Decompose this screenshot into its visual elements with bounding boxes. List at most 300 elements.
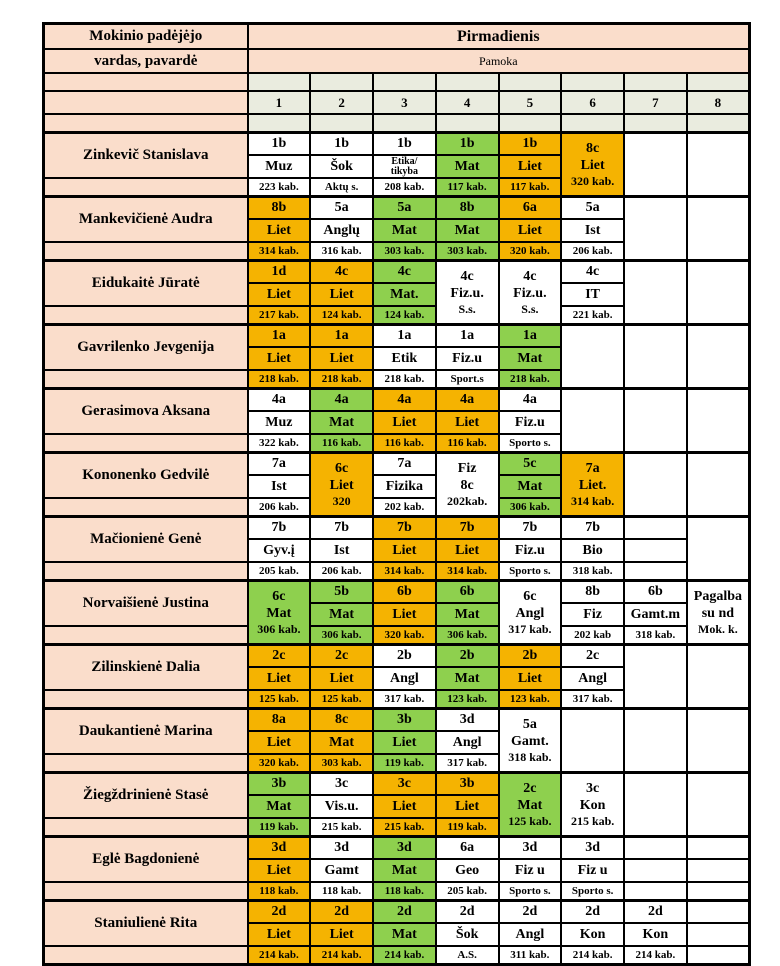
merged-line: 6c [272, 589, 286, 604]
subject-cell: Angl [436, 731, 499, 754]
merged-line: S.s. [521, 302, 539, 316]
filler-cell [499, 73, 562, 91]
teacher-name: Zinkevič Stanislava [44, 133, 248, 179]
room-cell: 322 kab. [248, 434, 311, 453]
row-label-spacer [44, 178, 248, 197]
class-cell: 6b [624, 581, 687, 604]
merged-line: Mok. k. [698, 622, 738, 636]
room-cell: 205 kab. [436, 882, 499, 901]
room-cell: 318 kab. [624, 626, 687, 645]
room-cell: 314 kab. [436, 562, 499, 581]
empty-cell [624, 133, 687, 197]
merged-line: 320 kab. [570, 174, 615, 188]
left-header-subtitle: vardas, pavardė [44, 49, 248, 73]
merged-line: Kon [579, 798, 606, 813]
teacher-name: Mačionienė Genė [44, 517, 248, 563]
subject-cell: Fiz.u [499, 539, 562, 562]
subject-cell: Šok [436, 923, 499, 946]
subject-cell: Fiz u [499, 859, 562, 882]
class-cell: 1a [499, 325, 562, 348]
room-cell: Sport.s [436, 370, 499, 389]
room-cell: 202 kab. [373, 498, 436, 517]
merged-lesson-cell [499, 709, 562, 773]
class-cell: 7a [248, 453, 311, 476]
class-cell: 2d [624, 901, 687, 924]
class-cell: 2d [373, 901, 436, 924]
class-cell: 7b [499, 517, 562, 540]
merged-line: Liet. [578, 478, 607, 493]
subject-cell: Liet [248, 923, 311, 946]
class-cell: 6a [436, 837, 499, 860]
subject-cell: Liet [310, 283, 373, 306]
filler-cell [248, 114, 311, 133]
room-cell: 303 kab. [436, 242, 499, 261]
subject-cell: Liet [310, 923, 373, 946]
empty-cell [624, 261, 687, 325]
room-cell: 123 kab. [499, 690, 562, 709]
class-cell: 3d [561, 837, 624, 860]
teacher-name: Eidukaitė Jūratė [44, 261, 248, 307]
empty-cell [624, 562, 687, 581]
merged-lesson-cell [436, 261, 499, 325]
merged-lesson-cell [687, 581, 750, 645]
merged-line: 8c [460, 478, 474, 493]
subject-cell: Liet [499, 219, 562, 242]
empty-cell [624, 517, 687, 540]
room-cell: 218 kab. [499, 370, 562, 389]
class-cell: 7b [310, 517, 373, 540]
room-cell: Sporto s. [499, 562, 562, 581]
room-cell: 218 kab. [310, 370, 373, 389]
merged-lesson-cell [499, 261, 562, 325]
class-cell: 2d [248, 901, 311, 924]
merged-line: 320 [332, 494, 351, 508]
merged-line: Fiz.u. [450, 286, 484, 301]
subject-cell: Mat. [373, 283, 436, 306]
class-cell: 3b [373, 709, 436, 732]
empty-cell [624, 453, 687, 517]
teacher-row [44, 837, 750, 860]
class-cell: 7b [436, 517, 499, 540]
period-header-5: 5 [499, 91, 562, 114]
room-cell: 320 kab. [248, 754, 311, 773]
class-cell: 6a [499, 197, 562, 220]
subject-cell: Gyv.į [248, 539, 311, 562]
room-cell: 118 kab. [310, 882, 373, 901]
subject-cell: Liet [373, 539, 436, 562]
subject-cell: Muz [248, 411, 311, 434]
room-cell: 317 kab. [373, 690, 436, 709]
empty-cell [624, 882, 687, 901]
teacher-row [44, 709, 750, 732]
room-cell: 223 kab. [248, 178, 311, 197]
class-cell: 2d [310, 901, 373, 924]
class-cell: 2c [310, 645, 373, 668]
empty-cell [624, 325, 687, 389]
subject-cell: Liet [499, 155, 562, 178]
subject-cell: Mat [373, 859, 436, 882]
row-label-spacer [44, 370, 248, 389]
empty-cell [561, 389, 624, 453]
room-cell: 206 kab. [310, 562, 373, 581]
subject-cell: Mat [436, 603, 499, 626]
filler-cell [310, 73, 373, 91]
period-header-7: 7 [624, 91, 687, 114]
room-cell: 214 kab. [373, 946, 436, 965]
teacher-row [44, 901, 750, 924]
teacher-name: Mankevičienė Audra [44, 197, 248, 243]
room-cell: 116 kab. [310, 434, 373, 453]
merged-lesson-cell [248, 581, 311, 645]
merged-line: Fiz [457, 461, 477, 476]
room-cell: 206 kab. [561, 242, 624, 261]
empty-cell [624, 709, 687, 773]
subject-cell: Angl [373, 667, 436, 690]
subject-cell: Liet [436, 411, 499, 434]
teacher-row [44, 626, 750, 645]
room-cell: 318 kab. [561, 562, 624, 581]
filler-cell [561, 114, 624, 133]
teacher-row [44, 325, 750, 348]
teacher-row [44, 946, 750, 965]
empty-cell [687, 517, 750, 581]
merged-lesson-cell [561, 453, 624, 517]
period-header-4: 4 [436, 91, 499, 114]
empty-cell [687, 773, 750, 837]
empty-cell [687, 325, 750, 389]
merged-lesson-cell [561, 133, 624, 197]
filler-cell [687, 73, 750, 91]
subject-cell: Liet [373, 795, 436, 818]
teacher-row [44, 882, 750, 901]
room-cell: 306 kab. [436, 626, 499, 645]
class-cell: 8b [561, 581, 624, 604]
empty-cell [687, 946, 750, 965]
periods-row [44, 91, 750, 114]
room-cell: 316 kab. [310, 242, 373, 261]
room-cell: 202 kab [561, 626, 624, 645]
subject-cell: Fizika [373, 475, 436, 498]
class-cell: 7b [561, 517, 624, 540]
empty-cell [687, 709, 750, 773]
teacher-name: Gavrilenko Jevgenija [44, 325, 248, 371]
subject-cell: Gamt.m [624, 603, 687, 626]
row-label-spacer [44, 306, 248, 325]
empty-cell [687, 923, 750, 946]
room-cell: 218 kab. [373, 370, 436, 389]
subject-cell: Anglų [310, 219, 373, 242]
room-cell: 214 kab. [248, 946, 311, 965]
subject-cell: Liet [310, 667, 373, 690]
subject-cell: Mat [436, 667, 499, 690]
empty-cell [561, 709, 624, 773]
subject-cell: IT [561, 283, 624, 306]
merged-lesson-cell [310, 453, 373, 517]
subject-cell: Gamt [310, 859, 373, 882]
row-label-spacer [44, 626, 248, 645]
class-cell: 3d [373, 837, 436, 860]
row-label-spacer [44, 690, 248, 709]
teacher-row [44, 453, 750, 476]
room-cell: 117 kab. [499, 178, 562, 197]
room-cell: 218 kab. [248, 370, 311, 389]
room-cell: A.S. [436, 946, 499, 965]
teacher-row [44, 389, 750, 412]
teacher-name: Zilinskienė Dalia [44, 645, 248, 691]
room-cell: 215 kab. [373, 818, 436, 837]
subject-cell: Mat [310, 731, 373, 754]
class-cell: 2d [436, 901, 499, 924]
subject-cell: Kon [561, 923, 624, 946]
class-cell: 4a [248, 389, 311, 412]
subject-cell: Liet [436, 539, 499, 562]
class-cell: 4a [373, 389, 436, 412]
merged-line: 317 kab. [508, 622, 552, 636]
room-cell: 118 kab. [373, 882, 436, 901]
subject-cell: Mat [310, 411, 373, 434]
empty-cell [687, 901, 750, 924]
merged-line: Angl [515, 606, 545, 621]
teacher-name: Eglė Bagdonienė [44, 837, 248, 883]
filler-cell [436, 114, 499, 133]
empty-cell [687, 859, 750, 882]
class-cell: 3d [499, 837, 562, 860]
subject-cell: Fiz.u [436, 347, 499, 370]
room-cell: 125 kab. [248, 690, 311, 709]
class-cell: 4c [561, 261, 624, 284]
class-cell: 1b [373, 133, 436, 156]
empty-cell [624, 645, 687, 709]
class-cell: 5a [310, 197, 373, 220]
subject-cell: Liet [248, 667, 311, 690]
empty-cell [624, 197, 687, 261]
filler-cell [624, 114, 687, 133]
room-cell: 215 kab. [310, 818, 373, 837]
class-cell: 4c [310, 261, 373, 284]
filler-cell [499, 114, 562, 133]
room-cell: 320 kab. [499, 242, 562, 261]
subject-cell: Fiz [561, 603, 624, 626]
room-cell: Sporto s. [561, 882, 624, 901]
class-cell: 8a [248, 709, 311, 732]
teacher-row [44, 197, 750, 220]
teacher-name: Daukantienė Marina [44, 709, 248, 755]
room-cell: 123 kab. [436, 690, 499, 709]
class-cell: 2b [499, 645, 562, 668]
room-cell: 217 kab. [248, 306, 311, 325]
room-cell: Sporto s. [499, 882, 562, 901]
subject-cell: Mat [310, 603, 373, 626]
class-cell: 1b [248, 133, 311, 156]
merged-line: 215 kab. [570, 814, 615, 828]
merged-line: Mat [266, 606, 292, 621]
day-header: Pirmadienis [248, 24, 750, 50]
subject-cell: Mat [373, 219, 436, 242]
empty-cell [687, 882, 750, 901]
empty-cell [624, 539, 687, 562]
merged-lesson-cell [436, 453, 499, 517]
class-cell: 8b [436, 197, 499, 220]
class-cell: 2d [561, 901, 624, 924]
row-label-spacer [44, 73, 248, 91]
period-header-3: 3 [373, 91, 436, 114]
room-cell: 317 kab. [561, 690, 624, 709]
room-cell: 320 kab. [373, 626, 436, 645]
room-cell: 317 kab. [436, 754, 499, 773]
merged-line: Liet [329, 478, 354, 493]
empty-cell [687, 389, 750, 453]
filler-cell [248, 73, 311, 91]
room-cell: 119 kab. [248, 818, 311, 837]
class-cell: 3c [310, 773, 373, 796]
merged-line: Mat [517, 798, 543, 813]
subject-cell: Fiz u [561, 859, 624, 882]
room-cell: 306 kab. [310, 626, 373, 645]
class-cell: 3c [373, 773, 436, 796]
teacher-name: Žiegždrinienė Stasė [44, 773, 248, 819]
room-cell: 118 kab. [248, 882, 311, 901]
room-cell: 214 kab. [624, 946, 687, 965]
merged-line: Pagalba [693, 589, 743, 604]
room-cell: 306 kab. [499, 498, 562, 517]
merged-line: S.s. [458, 302, 476, 316]
teacher-name: Norvaišienė Justina [44, 581, 248, 627]
empty-cell [624, 389, 687, 453]
teacher-row [44, 562, 750, 581]
filler-cell [624, 73, 687, 91]
subject-cell: Liet [373, 603, 436, 626]
empty-cell [687, 645, 750, 709]
subject-cell: Liet [248, 283, 311, 306]
merged-line: 7a [585, 461, 600, 476]
class-cell: 2b [373, 645, 436, 668]
row-label-spacer [44, 882, 248, 901]
subject-cell: Liet [248, 347, 311, 370]
class-cell: 4a [499, 389, 562, 412]
class-cell: 1a [248, 325, 311, 348]
merged-line: su nd [701, 606, 735, 621]
teacher-row [44, 133, 750, 156]
room-cell: 119 kab. [373, 754, 436, 773]
subject-cell: Ist [310, 539, 373, 562]
subject-cell: Ist [561, 219, 624, 242]
teacher-row [44, 517, 750, 540]
merged-line: 8c [586, 141, 600, 156]
room-cell: 314 kab. [248, 242, 311, 261]
merged-line: 4c [460, 269, 474, 284]
merged-lesson-cell [561, 773, 624, 837]
row-label-spacer [44, 91, 248, 114]
room-cell: 205 kab. [248, 562, 311, 581]
class-cell: 8c [310, 709, 373, 732]
filler-cell [561, 73, 624, 91]
room-cell: 124 kab. [373, 306, 436, 325]
filler-cell [373, 73, 436, 91]
empty-cell [687, 453, 750, 517]
class-cell: 7b [373, 517, 436, 540]
merged-line: 2c [523, 781, 537, 796]
subject-cell: Liet [248, 731, 311, 754]
teacher-name: Staniulienė Rita [44, 901, 248, 947]
teacher-row [44, 261, 750, 284]
merged-line: 306 kab. [257, 622, 301, 636]
class-cell: 4a [436, 389, 499, 412]
subject-cell: Muz [248, 155, 311, 178]
class-cell: 3b [248, 773, 311, 796]
room-cell: 303 kab. [373, 242, 436, 261]
room-cell: 124 kab. [310, 306, 373, 325]
left-header-title: Mokinio padėjėjo [44, 24, 248, 50]
empty-cell [687, 197, 750, 261]
subject-cell: Liet [373, 411, 436, 434]
merged-lesson-cell [499, 773, 562, 837]
class-cell: 5c [499, 453, 562, 476]
subject-cell: Mat [499, 347, 562, 370]
class-cell: 6b [436, 581, 499, 604]
subject-cell: Angl [561, 667, 624, 690]
class-cell: 3b [436, 773, 499, 796]
empty-cell [561, 325, 624, 389]
teacher-row [44, 581, 750, 604]
class-cell: 2c [248, 645, 311, 668]
room-cell: 116 kab. [436, 434, 499, 453]
empty-cell [624, 837, 687, 860]
subject-cell: Liet [310, 347, 373, 370]
subject-cell: Etika/ tikyba [373, 155, 436, 178]
class-cell: 1a [436, 325, 499, 348]
class-cell: 1b [499, 133, 562, 156]
subject-cell: Liet [499, 667, 562, 690]
merged-line: 6c [523, 589, 537, 604]
empty-cell [624, 773, 687, 837]
class-cell: 2b [436, 645, 499, 668]
merged-line: 3c [586, 781, 600, 796]
filler-row [44, 73, 750, 91]
class-cell: 3d [248, 837, 311, 860]
subject-cell: Šok [310, 155, 373, 178]
room-cell: Aktų s. [310, 178, 373, 197]
subject-cell: Liet [373, 731, 436, 754]
filler-cell [436, 73, 499, 91]
class-cell: 5a [373, 197, 436, 220]
teacher-row [44, 773, 750, 796]
row-label-spacer [44, 242, 248, 261]
subject-cell: Bio [561, 539, 624, 562]
lesson-label: Pamoka [248, 49, 750, 73]
class-cell: 2d [499, 901, 562, 924]
room-cell: 208 kab. [373, 178, 436, 197]
subject-cell: Mat [248, 795, 311, 818]
room-cell: 303 kab. [310, 754, 373, 773]
class-cell: 1a [373, 325, 436, 348]
merged-line: Liet [580, 158, 605, 173]
subject-cell: Ist [248, 475, 311, 498]
filler-cell [687, 114, 750, 133]
subject-cell: Etik [373, 347, 436, 370]
subject-cell: Angl [499, 923, 562, 946]
subject-cell: Liet [248, 219, 311, 242]
class-cell: 3d [310, 837, 373, 860]
room-cell: 214 kab. [561, 946, 624, 965]
class-cell: 8b [248, 197, 311, 220]
period-header-2: 2 [310, 91, 373, 114]
room-cell: 206 kab. [248, 498, 311, 517]
room-cell: 116 kab. [373, 434, 436, 453]
class-cell: 4c [373, 261, 436, 284]
merged-line: 318 kab. [508, 750, 552, 764]
subject-cell: Liet [436, 795, 499, 818]
filler-cell [373, 114, 436, 133]
